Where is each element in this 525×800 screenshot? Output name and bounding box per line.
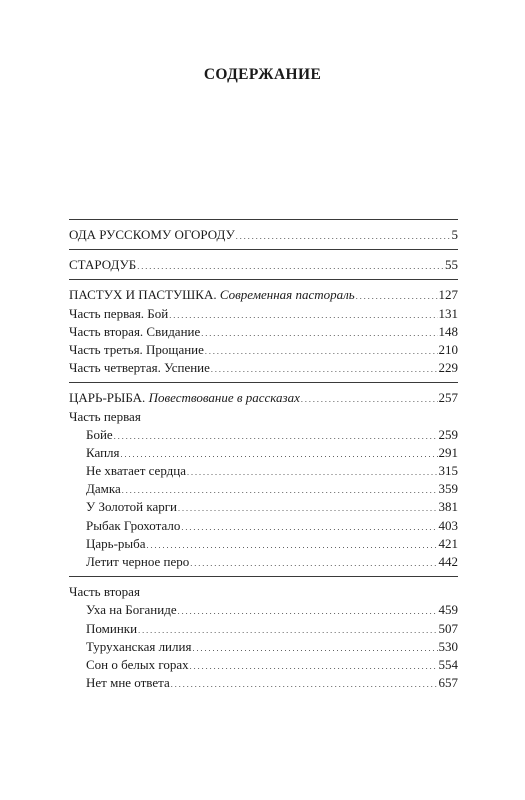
leader-dots — [192, 638, 437, 658]
toc-entry-page: 442 — [438, 554, 458, 569]
toc-entry-starodub[interactable] — [69, 256, 458, 274]
toc-entry-page: 55 — [445, 257, 458, 273]
leader-dots — [178, 498, 437, 518]
leader-dots — [236, 226, 451, 246]
leader-dots — [211, 359, 438, 379]
toc-entry-page: 530 — [438, 638, 458, 654]
leader-dots — [190, 553, 437, 573]
toc-entry[interactable] — [69, 462, 458, 480]
part-title: Часть первая — [69, 408, 141, 424]
leader-dots — [190, 656, 438, 676]
toc-entry[interactable] — [69, 638, 458, 656]
toc-entry-title: Поминки — [86, 620, 138, 636]
toc-entry-page: 657 — [438, 675, 458, 691]
toc-entry-subtitle: Современная пастораль — [219, 287, 355, 303]
leader-dots — [301, 389, 438, 409]
toc-entry[interactable] — [69, 305, 458, 323]
toc-entry-title: Рыбак Грохотало — [86, 517, 181, 533]
toc-entry[interactable] — [69, 656, 458, 674]
toc-entry-page: 554 — [438, 656, 458, 672]
toc-entry[interactable] — [69, 620, 458, 638]
toc-entry-page: 291 — [438, 444, 458, 460]
leader-dots — [178, 601, 438, 621]
toc-entry-title: Уха на Боганиде — [86, 602, 177, 618]
toc-entry-page: 148 — [438, 323, 458, 339]
toc-entry[interactable] — [69, 341, 458, 359]
toc-entry-page: 210 — [438, 341, 458, 357]
leader-dots — [122, 480, 438, 500]
toc-entry[interactable] — [69, 553, 458, 571]
toc-entry-title: Часть вторая. Свидание — [69, 323, 201, 339]
toc-entry-page: 315 — [438, 463, 458, 479]
toc-entry-page: 257 — [438, 390, 458, 406]
leader-dots — [138, 620, 437, 640]
toc-entry-title: Капля — [86, 444, 120, 460]
toc-entry-title: Дамка — [86, 481, 121, 497]
leader-dots — [205, 341, 438, 361]
leader-dots — [171, 674, 438, 694]
toc-entry-page: 381 — [438, 499, 458, 515]
toc-entry-title: СТАРОДУБ — [69, 257, 137, 273]
page-title: СОДЕРЖАНИЕ — [203, 66, 322, 83]
toc-entry[interactable] — [69, 323, 458, 341]
toc-entry[interactable] — [69, 601, 458, 619]
toc-entry-page: 259 — [438, 426, 458, 442]
leader-dots — [201, 323, 437, 343]
toc-entry-page: 359 — [438, 481, 458, 497]
leader-dots — [114, 426, 438, 446]
toc-entry-title: Часть третья. Прощание — [69, 341, 204, 357]
toc-entry-page: 127 — [438, 287, 458, 303]
leader-dots — [169, 305, 437, 325]
toc-entry[interactable] — [69, 359, 458, 377]
leader-dots — [137, 256, 444, 276]
toc-entry-page: 507 — [438, 620, 458, 636]
toc-entry-page: 403 — [438, 517, 458, 533]
toc-entry[interactable] — [69, 674, 458, 692]
toc-entry[interactable] — [69, 480, 458, 498]
toc-entry-title: Не хватает сердца — [86, 463, 186, 479]
toc-entry-title: Царь-рыба — [86, 535, 146, 551]
toc-entry-title: ЦАРЬ-РЫБА. Повествование в рассказах — [69, 390, 300, 406]
toc-entry-title: Летит черное перо — [86, 554, 190, 569]
toc-entry[interactable] — [69, 498, 458, 516]
part-title: Часть вторая — [69, 584, 140, 600]
toc-entry[interactable] — [69, 444, 458, 462]
toc-entry-page: 5 — [451, 227, 458, 242]
toc-entry-page: 459 — [438, 602, 458, 618]
toc-entry-title: ПАСТУХ И ПАСТУШКА. Современная пастораль — [69, 287, 355, 303]
toc-entry-page: 229 — [438, 360, 458, 376]
toc-entry-pastukh[interactable] — [69, 286, 458, 304]
toc-entry-title: У Золотой карги — [86, 499, 178, 515]
toc-entry[interactable] — [69, 517, 458, 535]
toc-entry-title: Часть первая. Бой — [69, 305, 169, 321]
toc-entry-oda[interactable] — [69, 226, 458, 244]
leader-dots — [181, 517, 437, 537]
toc-entry-page: 421 — [438, 535, 458, 551]
toc-entry[interactable] — [69, 426, 458, 444]
toc-entry-subtitle: Повествование в рассказах — [148, 390, 300, 406]
leader-dots — [187, 462, 438, 482]
leader-dots — [121, 444, 438, 464]
toc-entry-title: Часть четвертая. Успение — [69, 360, 210, 376]
toc-entry-title: ОДА РУССКОМУ ОГОРОДУ — [69, 227, 235, 242]
leader-dots — [356, 286, 438, 306]
toc-entry-tsar-ryba[interactable] — [69, 389, 458, 407]
toc-entry-page: 131 — [438, 305, 458, 321]
table-of-contents — [69, 219, 458, 692]
leader-dots — [147, 535, 438, 555]
toc-entry-title: Сон о белых горах — [86, 656, 189, 672]
toc-entry-title: Бойе — [86, 426, 113, 442]
part-heading — [69, 583, 458, 601]
toc-entry[interactable] — [69, 535, 458, 553]
part-heading — [69, 408, 458, 426]
toc-entry-title: Нет мне ответа — [86, 675, 170, 691]
toc-entry-title: Туруханская лилия — [86, 638, 192, 654]
